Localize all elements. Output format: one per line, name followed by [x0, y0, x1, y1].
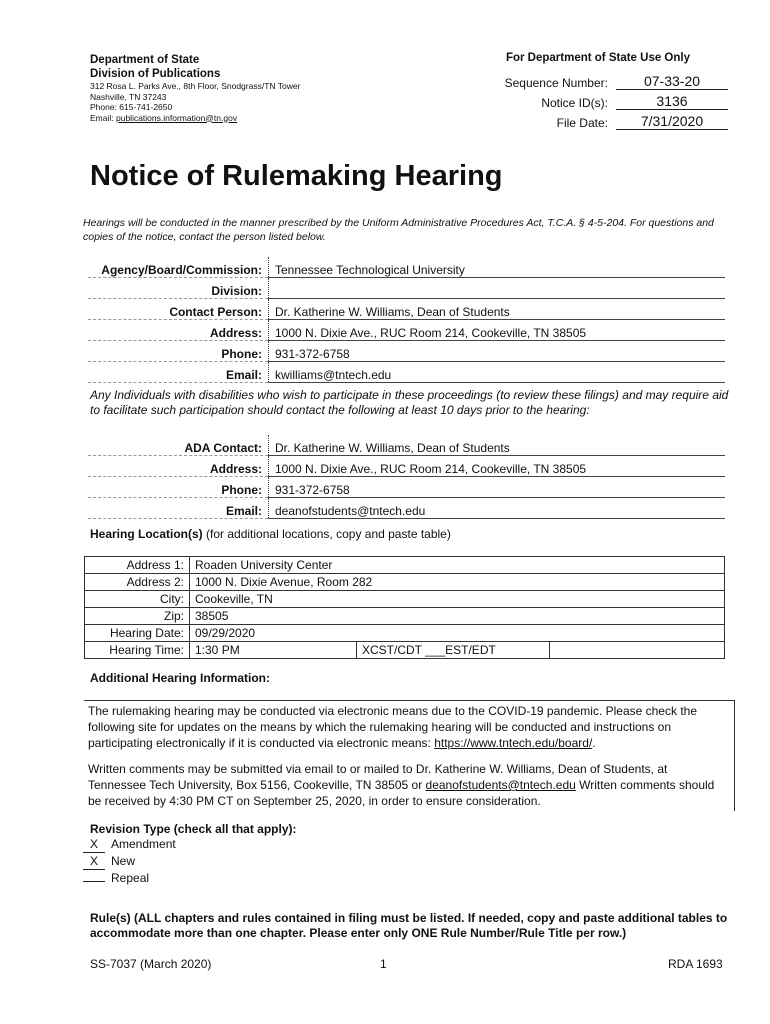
rda-number: RDA 1693	[668, 957, 723, 971]
ada-contact-value[interactable]: Dr. Katherine W. Williams, Dean of Students	[269, 435, 726, 456]
hearing-location-note: (for additional locations, copy and paste table)	[202, 527, 451, 541]
city-label: City:	[85, 591, 190, 608]
notice-row	[480, 90, 730, 110]
ada-address-label: Address:	[88, 456, 269, 477]
amendment-label: Amendment	[111, 837, 176, 851]
contact-label: Contact Person:	[88, 299, 269, 320]
revision-repeal	[83, 870, 176, 886]
issuer-email-line	[90, 113, 410, 124]
repeal-check[interactable]	[83, 881, 105, 882]
table-row	[88, 320, 725, 341]
table-row	[88, 299, 725, 320]
sequence-value: 07-33-20	[616, 73, 728, 90]
hearing-location-label	[90, 527, 451, 541]
dept-name: Department of State	[90, 54, 200, 66]
agency-table	[88, 257, 725, 383]
table-row	[88, 257, 725, 278]
additional-info-box	[84, 700, 735, 811]
agency-value[interactable]: Tennessee Technological University	[269, 257, 726, 278]
notice-value: 3136	[616, 93, 728, 110]
form-number: SS-7037 (March 2020)	[90, 957, 212, 971]
additional-info-p1	[88, 703, 728, 751]
dean-email-link[interactable]: deanofstudents@tntech.edu	[425, 778, 576, 792]
additional-info-p1-text: The rulemaking hearing may be conducted via electronic means due to the COVID-19 pandemic. Please check the following site for updates on the means by which the rulemaking hearing will be conducted and instructions on participating electronically if it is conducted via electronic means:	[88, 704, 697, 750]
table-row	[85, 557, 725, 574]
table-row	[85, 574, 725, 591]
ada-address-value[interactable]: 1000 N. Dixie Ave., RUC Room 214, Cookeville, TN 38505	[269, 456, 726, 477]
table-row	[85, 591, 725, 608]
ada-contact-label: ADA Contact:	[88, 435, 269, 456]
office-use-block	[480, 52, 730, 130]
ada-table	[88, 435, 725, 519]
p1-end: .	[592, 736, 596, 750]
issuer-address2: Nashville, TN 37243	[90, 91, 167, 102]
repeal-label: Repeal	[111, 871, 150, 885]
issuer-address1: 312 Rosa L. Parks Ave., 8th Floor, Snodgrass/TN Tower	[90, 81, 301, 91]
contact-value[interactable]: Dr. Katherine W. Williams, Dean of Students	[269, 299, 726, 320]
disabilities-notice: Any Individuals with disabilities who wish to participate in these proceedings (to review these filings) and may require aid to facilitate such participation should contact the following at least 10 days prior to the hearing:	[90, 388, 729, 417]
table-row	[85, 608, 725, 625]
address-label: Address:	[88, 320, 269, 341]
address1-value[interactable]: Roaden University Center	[190, 557, 725, 574]
time-label: Hearing Time:	[85, 642, 190, 659]
rules-note	[90, 911, 730, 941]
hearing-location-bold: Hearing Location(s)	[90, 527, 203, 541]
rules-note-a: Rule(s) (ALL chapters and rules contained in filing must be listed. If needed, copy and paste additional tables to accommodate more than one chapter. Please enter only	[90, 911, 728, 940]
division-name: Division of Publications	[90, 68, 221, 80]
file-date-label: File Date:	[556, 116, 608, 130]
revision-amendment	[83, 836, 176, 853]
table-row	[88, 341, 725, 362]
ada-email-label: Email:	[88, 498, 269, 519]
rules-note-one: ONE	[411, 926, 438, 940]
date-value[interactable]: 09/29/2020	[190, 625, 725, 642]
issuer-block	[90, 53, 410, 123]
intro-text: Hearings will be conducted in the manner prescribed by the Uniform Administrative Procedures Act, T.C.A. § 4-5-204. For questions and copies of the notice, contact the person listed below.	[83, 217, 714, 243]
page-title: Notice of Rulemaking Hearing	[90, 160, 503, 192]
additional-info-p2	[88, 761, 728, 809]
agency-label: Agency/Board/Commission:	[88, 257, 269, 278]
ada-phone-value[interactable]: 931-372-6758	[269, 477, 726, 498]
new-label: New	[111, 854, 136, 868]
zip-value[interactable]: 38505	[190, 608, 725, 625]
table-row	[88, 362, 725, 383]
additional-info-label: Additional Hearing Information:	[90, 671, 270, 685]
table-row	[85, 642, 725, 659]
zip-label: Zip:	[85, 608, 190, 625]
address1-label: Address 1:	[85, 557, 190, 574]
page-number: 1	[380, 957, 387, 971]
new-check[interactable]: X	[83, 853, 105, 870]
time-extra-cell[interactable]	[550, 642, 725, 659]
date-label: Hearing Date:	[85, 625, 190, 642]
address2-label: Address 2:	[85, 574, 190, 591]
notice-label: Notice ID(s):	[541, 96, 608, 110]
amendment-check[interactable]: X	[83, 836, 105, 853]
sequence-label: Sequence Number:	[504, 76, 608, 90]
table-row	[88, 498, 725, 519]
division-value[interactable]	[269, 278, 726, 299]
table-row	[85, 625, 725, 642]
issuer-email-label: Email:	[90, 112, 114, 123]
file-date-row	[480, 110, 730, 130]
address-value[interactable]: 1000 N. Dixie Ave., RUC Room 214, Cookeville, TN 38505	[269, 320, 726, 341]
timezone-value[interactable]: XCST/CDT ___EST/EDT	[357, 642, 550, 659]
file-date-value: 7/31/2020	[616, 113, 728, 130]
ada-phone-label: Phone:	[88, 477, 269, 498]
board-link[interactable]: https://www.tntech.edu/board/	[434, 736, 593, 750]
table-row	[88, 435, 725, 456]
ada-email-value[interactable]: deanofstudents@tntech.edu	[269, 498, 726, 519]
email-value[interactable]: kwilliams@tntech.edu	[269, 362, 726, 383]
issuer-email-link[interactable]: publications.information@tn.gov	[116, 112, 238, 123]
address2-value[interactable]: 1000 N. Dixie Avenue, Room 282	[190, 574, 725, 591]
table-row	[88, 477, 725, 498]
email-label: Email:	[88, 362, 269, 383]
phone-value[interactable]: 931-372-6758	[269, 341, 726, 362]
rules-note-b: Rule Number/Rule Title per row.)	[437, 926, 627, 940]
division-label: Division:	[88, 278, 269, 299]
city-value[interactable]: Cookeville, TN	[190, 591, 725, 608]
sequence-row	[480, 70, 730, 90]
hearing-table	[84, 556, 725, 659]
phone-label: Phone:	[88, 341, 269, 362]
issuer-phone: Phone: 615-741-2650	[90, 102, 173, 112]
revision-type-list	[83, 836, 176, 886]
additional-info-p2-text: Written comments may be submitted via email to or mailed to Dr. Katherine W. Williams, Dean of Students, at Tennessee Tech University, Box 5156, Cookeville, TN 38505 or	[88, 762, 668, 792]
additional-info-p2-end: Written comments should be received by 4:30 PM CT on September 25, 2020, in order to ensure consideration.	[88, 778, 715, 808]
table-row	[88, 278, 725, 299]
table-row	[88, 456, 725, 477]
revision-new	[83, 853, 176, 870]
time-value[interactable]: 1:30 PM	[190, 642, 357, 659]
office-use-title: For Department of State Use Only	[505, 52, 690, 64]
revision-type-label: Revision Type (check all that apply):	[90, 822, 297, 836]
